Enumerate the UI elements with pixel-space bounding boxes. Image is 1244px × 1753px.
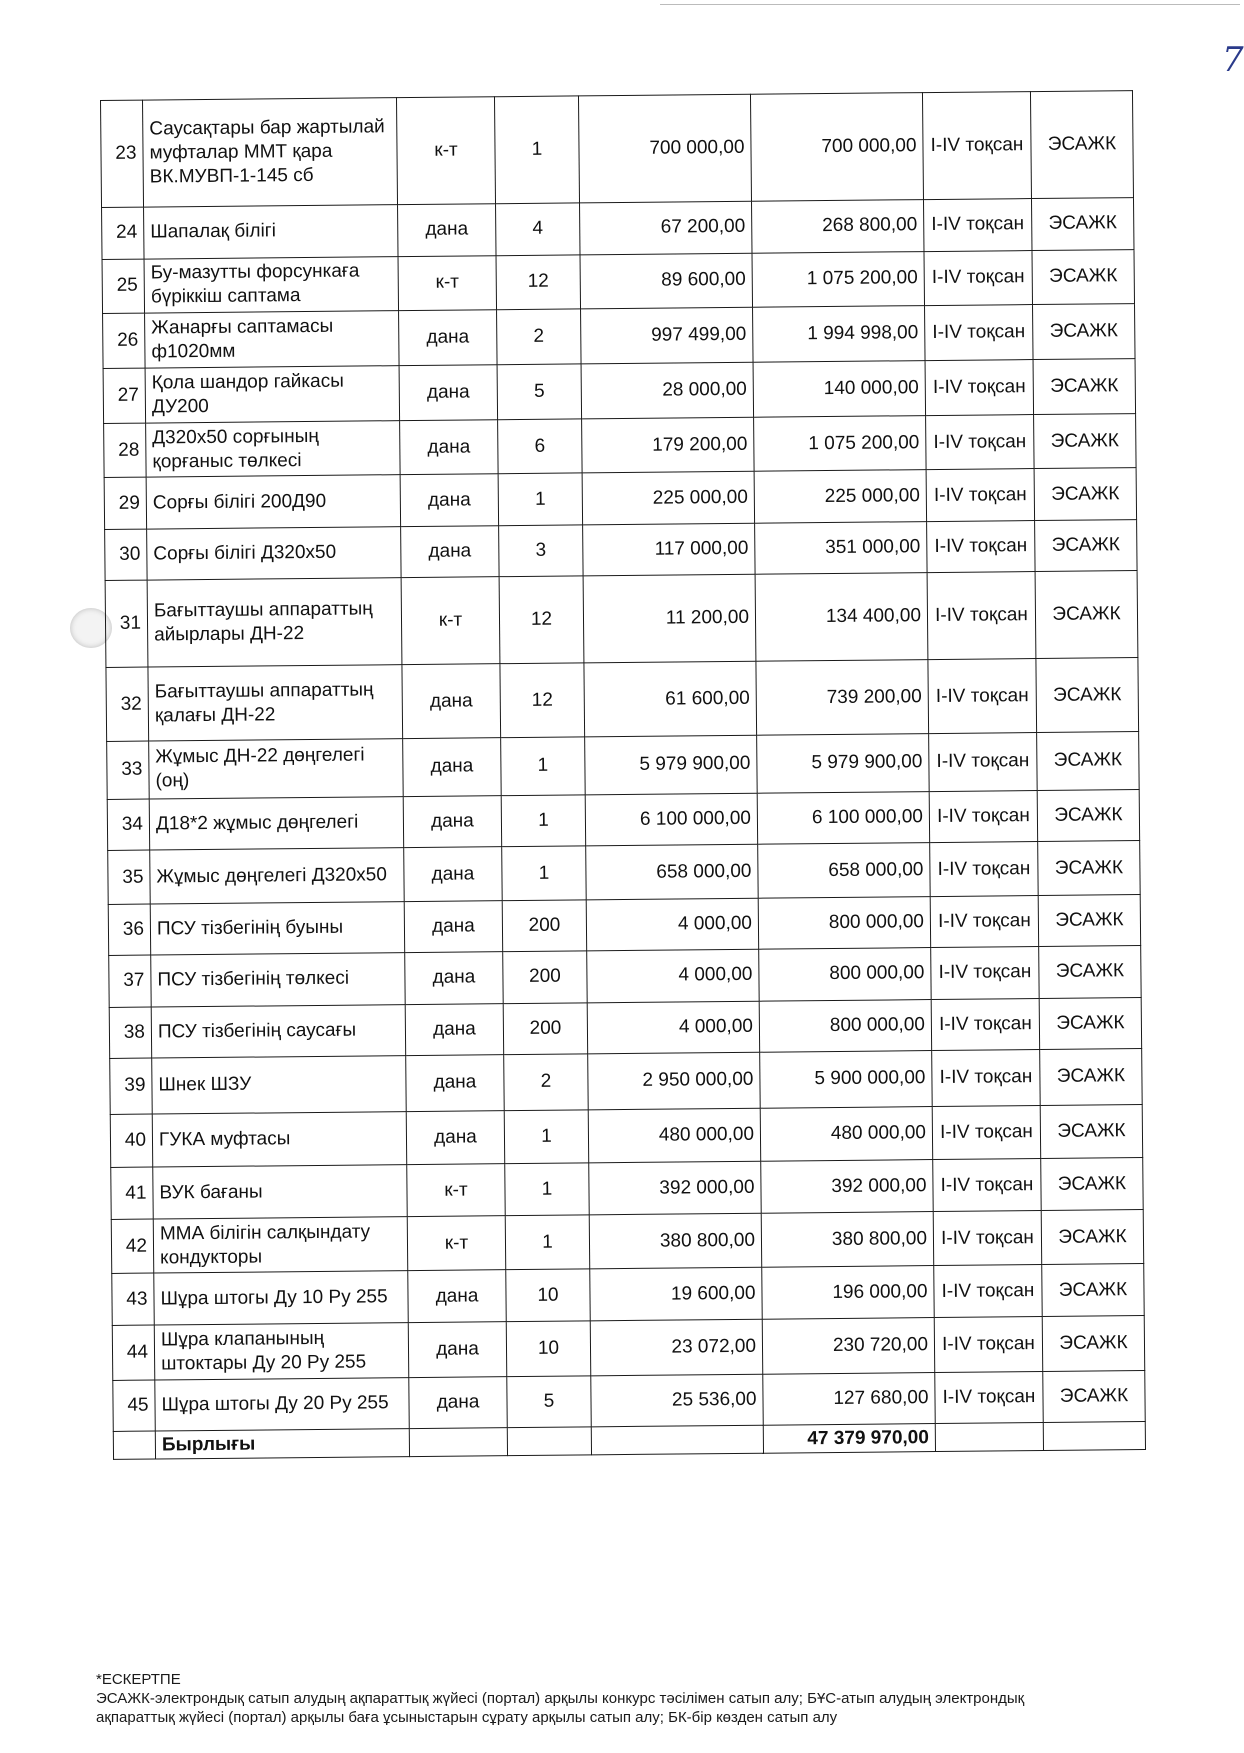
- table-row: [105, 571, 1138, 668]
- item-name-cell: Жанарғы саптамасы ф1020мм: [145, 311, 400, 368]
- procurement-method-cell: ЭСАЖК: [1033, 359, 1136, 415]
- row-number-cell: 43: [112, 1273, 154, 1325]
- procurement-method-cell: ЭСАЖК: [1037, 789, 1139, 841]
- unit-cell: дана: [403, 738, 502, 797]
- item-name-cell: ВУК бағаны: [153, 1165, 407, 1219]
- row-number-cell: 39: [110, 1058, 153, 1114]
- unit-cell: к-т: [407, 1164, 505, 1216]
- table-row: [107, 731, 1140, 799]
- delivery-period-cell: I-IV тоқсан: [935, 1371, 1043, 1424]
- unit-cell: дана: [403, 796, 501, 848]
- quantity-cell: 12: [500, 663, 585, 737]
- footnote-title: *ЕСКЕРТПЕ: [96, 1671, 181, 1688]
- unit-price-cell: 4 000,00: [586, 898, 758, 951]
- unit-price-cell: 25 536,00: [591, 1374, 763, 1427]
- item-name-cell: ПСУ тізбегінің саусағы: [151, 1004, 405, 1058]
- row-number-cell: 44: [112, 1325, 155, 1380]
- row-number-cell: 29: [104, 477, 146, 529]
- unit-price-cell: 700 000,00: [578, 94, 751, 203]
- total-amount-cell: 351 000,00: [755, 521, 927, 574]
- scan-edge-line: [660, 4, 1240, 5]
- row-number-cell: 36: [108, 904, 150, 956]
- unit-price-cell: 28 000,00: [581, 362, 754, 418]
- procurement-method-cell: ЭСАЖК: [1038, 841, 1141, 896]
- quantity-cell: 1: [498, 473, 582, 525]
- item-name-cell: Шұра клапанының штоктары Ду 20 Ру 255: [154, 1322, 409, 1379]
- footnote: [96, 1670, 1216, 1727]
- unit-cell: дана: [409, 1376, 507, 1428]
- total-amount-cell: 127 680,00: [763, 1372, 935, 1425]
- item-name-cell: Д320х50 сорғының қорғаныс төлкесі: [146, 420, 401, 477]
- table-row: [111, 1209, 1143, 1274]
- total-method-cell: [1043, 1422, 1145, 1451]
- total-price-cell: [591, 1425, 763, 1455]
- procurement-method-cell: ЭСАЖК: [1041, 1158, 1143, 1210]
- delivery-period-cell: I-IV тоқсан: [934, 1316, 1043, 1372]
- row-number-cell: 40: [110, 1114, 153, 1168]
- item-name-cell: ГУКА муфтасы: [152, 1111, 407, 1167]
- item-name-cell: Шапалақ білігі: [144, 205, 398, 259]
- unit-cell: к-т: [398, 255, 497, 311]
- total-amount-cell: 196 000,00: [762, 1266, 934, 1319]
- item-name-cell: Бағыттаушы аппараттың айырлары ДН-22: [147, 578, 402, 668]
- table-row: [106, 658, 1139, 742]
- quantity-cell: 1: [504, 1110, 589, 1164]
- item-name-cell: Жұмыс дөңгелегі Д320х50: [150, 848, 405, 904]
- procurement-table: [100, 90, 1146, 1460]
- procurement-method-cell: ЭСАЖК: [1036, 658, 1139, 733]
- delivery-period-cell: I-IV тоқсан: [929, 790, 1037, 842]
- row-number-cell: 34: [107, 799, 149, 851]
- item-name-cell: Д18*2 жұмыс дөңгелегі: [149, 797, 403, 851]
- unit-price-cell: 23 072,00: [590, 1319, 763, 1375]
- procurement-method-cell: ЭСАЖК: [1043, 1370, 1145, 1422]
- total-unit-cell: [409, 1428, 507, 1457]
- table-row: [104, 413, 1136, 478]
- delivery-period-cell: I-IV тоқсан: [932, 1105, 1041, 1160]
- total-amount-cell: 700 000,00: [750, 93, 923, 202]
- row-number-cell: 25: [102, 259, 145, 314]
- procurement-method-cell: ЭСАЖК: [1031, 198, 1133, 250]
- delivery-period-cell: I-IV тоқсан: [924, 250, 1033, 306]
- unit-price-cell: 225 000,00: [582, 472, 754, 525]
- delivery-period-cell: I-IV тоқсан: [922, 92, 1031, 200]
- row-number-cell: 30: [105, 529, 147, 581]
- unit-price-cell: 380 800,00: [589, 1213, 762, 1269]
- delivery-period-cell: I-IV тоқсан: [933, 1159, 1041, 1211]
- procurement-method-cell: ЭСАЖК: [1038, 894, 1140, 946]
- delivery-period-cell: I-IV тоқсан: [929, 732, 1038, 791]
- total-amount-cell: 6 100 000,00: [757, 791, 929, 844]
- unit-cell: дана: [408, 1270, 506, 1322]
- delivery-period-cell: I-IV тоқсан: [927, 572, 1036, 660]
- total-sum: 47 379 970,00: [763, 1424, 935, 1454]
- quantity-cell: 200: [503, 1002, 587, 1054]
- total-amount-cell: 140 000,00: [753, 361, 926, 417]
- unit-price-cell: 2 950 000,00: [588, 1052, 761, 1109]
- total-label: Бырлығы: [155, 1429, 409, 1459]
- row-number-cell: 31: [105, 580, 148, 667]
- unit-cell: дана: [399, 365, 498, 421]
- total-amount-cell: 1 075 200,00: [754, 415, 927, 471]
- row-number-cell: 45: [113, 1380, 155, 1432]
- item-name-cell: Жұмыс ДН-22 дөңгелегі (оң): [149, 738, 404, 798]
- quantity-cell: 5: [507, 1375, 591, 1427]
- total-amount-cell: 5 900 000,00: [760, 1051, 933, 1108]
- procurement-method-cell: ЭСАЖК: [1039, 997, 1141, 1049]
- total-qty-cell: [507, 1427, 591, 1456]
- unit-cell: дана: [405, 952, 503, 1004]
- table-row: [110, 1048, 1142, 1114]
- unit-price-cell: 5 979 900,00: [585, 735, 758, 795]
- unit-cell: дана: [406, 1055, 505, 1112]
- unit-price-cell: 4 000,00: [587, 1001, 759, 1054]
- quantity-cell: 1: [501, 795, 585, 847]
- total-amount-cell: 800 000,00: [758, 896, 930, 949]
- delivery-period-cell: I-IV тоқсан: [923, 199, 1031, 251]
- table-row: [103, 359, 1135, 424]
- unit-price-cell: 6 100 000,00: [585, 793, 757, 846]
- quantity-cell: 1: [502, 846, 587, 900]
- delivery-period-cell: I-IV тоқсан: [930, 842, 1039, 897]
- row-number-cell: 42: [111, 1219, 154, 1274]
- procurement-method-cell: ЭСАЖК: [1042, 1315, 1145, 1371]
- unit-price-cell: 179 200,00: [582, 417, 755, 473]
- procurement-method-cell: ЭСАЖК: [1042, 1264, 1144, 1316]
- total-amount-cell: 134 400,00: [755, 573, 928, 662]
- procurement-method-cell: ЭСАЖК: [1037, 731, 1140, 790]
- row-number-cell: 27: [103, 368, 146, 423]
- unit-price-cell: 4 000,00: [587, 949, 759, 1002]
- procurement-method-cell: ЭСАЖК: [1035, 519, 1137, 571]
- unit-cell: к-т: [407, 1215, 506, 1271]
- quantity-cell: 6: [498, 419, 583, 475]
- unit-price-cell: 11 200,00: [583, 574, 756, 663]
- unit-cell: дана: [399, 310, 498, 366]
- procurement-method-cell: ЭСАЖК: [1030, 91, 1133, 199]
- total-amount-cell: 800 000,00: [759, 999, 931, 1052]
- handwritten-page-number: 7: [1222, 40, 1244, 80]
- row-number-cell: 24: [102, 207, 144, 259]
- quantity-cell: 1: [494, 96, 579, 204]
- total-amount-cell: 380 800,00: [761, 1211, 934, 1267]
- quantity-cell: 12: [496, 254, 581, 310]
- quantity-cell: 200: [503, 951, 587, 1003]
- procurement-method-cell: ЭСАЖК: [1040, 1104, 1143, 1159]
- total-amount-cell: 1 075 200,00: [752, 251, 925, 307]
- row-number-cell: 23: [101, 100, 144, 208]
- total-amount-cell: 230 720,00: [762, 1317, 935, 1373]
- unit-price-cell: 89 600,00: [580, 253, 753, 309]
- total-amount-cell: 392 000,00: [761, 1160, 933, 1213]
- quantity-cell: 200: [502, 900, 586, 952]
- unit-price-cell: 392 000,00: [589, 1162, 761, 1215]
- table-row: [110, 1104, 1142, 1167]
- delivery-period-cell: I-IV тоқсан: [927, 520, 1035, 572]
- unit-price-cell: 997 499,00: [581, 307, 754, 363]
- footnote-line: ЭСАЖК-электрондық сатып алудың ақпараттық жүйесі (портал) арқылы конкурс тәсілімен сатып алу; БҰС-атып алудың электрондық: [96, 1690, 1025, 1707]
- delivery-period-cell: I-IV тоқсан: [934, 1265, 1042, 1317]
- delivery-period-cell: I-IV тоқсан: [931, 998, 1039, 1050]
- quantity-cell: 1: [501, 737, 586, 796]
- total-period-cell: [935, 1423, 1043, 1452]
- delivery-period-cell: I-IV тоқсан: [933, 1210, 1042, 1266]
- procurement-method-cell: ЭСАЖК: [1035, 571, 1138, 659]
- item-name-cell: Шнек ШЗУ: [152, 1056, 407, 1114]
- delivery-period-cell: I-IV тоқсан: [931, 947, 1039, 999]
- total-amount-cell: 268 800,00: [752, 200, 924, 253]
- total-amount-cell: 5 979 900,00: [757, 733, 930, 793]
- delivery-period-cell: I-IV тоқсан: [926, 469, 1034, 521]
- total-amount-cell: 225 000,00: [754, 470, 926, 523]
- item-name-cell: Бу-мазутты форсункаға бүріккіш саптама: [144, 256, 399, 313]
- procurement-method-cell: ЭСАЖК: [1032, 249, 1135, 305]
- procurement-method-cell: ЭСАЖК: [1034, 468, 1136, 520]
- table-row: [112, 1315, 1144, 1380]
- procurement-method-cell: ЭСАЖК: [1033, 304, 1136, 360]
- table-row: [103, 304, 1135, 369]
- procurement-method-cell: ЭСАЖК: [1040, 1048, 1143, 1105]
- unit-cell: дана: [401, 525, 499, 577]
- delivery-period-cell: I-IV тоқсан: [930, 895, 1038, 947]
- unit-cell: дана: [402, 664, 501, 739]
- delivery-period-cell: I-IV тоқсан: [932, 1049, 1041, 1106]
- quantity-cell: 12: [499, 576, 584, 664]
- table-row: [101, 91, 1134, 208]
- unit-cell: дана: [405, 1003, 503, 1055]
- unit-cell: дана: [400, 419, 499, 475]
- row-number-cell: 37: [109, 955, 151, 1007]
- footnote-line: ақпараттық жүйесі (портал) арқылы баға ұсыныстарын сұрату арқылы сатып алу; БК-бір көзден сатып алу: [96, 1709, 838, 1726]
- procurement-method-cell: ЭСАЖК: [1039, 946, 1141, 998]
- row-number-cell: 32: [106, 667, 149, 741]
- unit-price-cell: 61 600,00: [584, 661, 757, 736]
- table-row: [102, 249, 1134, 314]
- unit-cell: к-т: [401, 577, 500, 665]
- quantity-cell: 5: [497, 364, 582, 420]
- row-number-cell: 38: [109, 1007, 151, 1059]
- unit-cell: дана: [406, 1110, 505, 1165]
- item-name-cell: ММА білігін салқындату кондукторы: [153, 1216, 408, 1273]
- row-number-cell: 26: [103, 313, 146, 368]
- unit-price-cell: 117 000,00: [583, 523, 755, 576]
- quantity-cell: 3: [499, 525, 583, 577]
- item-name-cell: Саусақтары бар жартылай муфталар ММТ қара ВК.МУВП-1-145 сб: [143, 98, 398, 208]
- delivery-period-cell: I-IV тоқсан: [925, 360, 1034, 416]
- table-row: [108, 841, 1140, 904]
- delivery-period-cell: I-IV тоқсан: [928, 659, 1037, 734]
- item-name-cell: ПСУ тізбегінің төлкесі: [151, 953, 405, 1007]
- unit-cell: к-т: [396, 97, 495, 205]
- procurement-method-cell: ЭСАЖК: [1041, 1209, 1144, 1265]
- delivery-period-cell: I-IV тоқсан: [925, 305, 1034, 361]
- unit-price-cell: 480 000,00: [588, 1108, 761, 1163]
- row-number-cell: 35: [108, 850, 151, 904]
- unit-cell: дана: [398, 204, 496, 256]
- item-name-cell: Бағыттаушы аппараттың қалағы ДН-22: [148, 665, 403, 741]
- unit-price-cell: 19 600,00: [590, 1268, 762, 1321]
- quantity-cell: 10: [506, 1269, 590, 1321]
- item-name-cell: ПСУ тізбегінің буыны: [150, 901, 404, 955]
- quantity-cell: 2: [497, 309, 582, 365]
- row-number-cell: 28: [104, 423, 147, 478]
- quantity-cell: 1: [505, 1163, 589, 1215]
- total-amount-cell: 658 000,00: [758, 843, 931, 898]
- row-number-cell: 41: [111, 1167, 153, 1219]
- total-amount-cell: 800 000,00: [759, 948, 931, 1001]
- item-name-cell: Шұра штогы Ду 20 Ру 255: [155, 1377, 409, 1431]
- unit-price-cell: 658 000,00: [586, 845, 759, 900]
- unit-price-cell: 67 200,00: [580, 201, 752, 254]
- quantity-cell: 1: [505, 1215, 590, 1271]
- unit-cell: дана: [400, 474, 498, 526]
- item-name-cell: Сорғы білігі Д320х50: [147, 526, 401, 580]
- unit-cell: дана: [404, 847, 503, 902]
- delivery-period-cell: I-IV тоқсан: [926, 414, 1035, 470]
- unit-cell: дана: [408, 1321, 507, 1377]
- quantity-cell: 4: [496, 203, 580, 255]
- quantity-cell: 2: [504, 1054, 589, 1111]
- item-name-cell: Сорғы білігі 200Д90: [146, 475, 400, 529]
- item-name-cell: Шұра штогы Ду 10 Ру 255: [154, 1271, 408, 1325]
- total-amount-cell: 1 994 998,00: [753, 306, 926, 362]
- row-number-cell: 33: [107, 741, 150, 799]
- quantity-cell: 10: [506, 1321, 591, 1377]
- total-amount-cell: 480 000,00: [760, 1106, 933, 1161]
- procurement-method-cell: ЭСАЖК: [1034, 413, 1137, 469]
- total-no-cell: [113, 1431, 155, 1459]
- total-amount-cell: 739 200,00: [756, 660, 929, 735]
- item-name-cell: Қола шандор гайкасы ДУ200: [145, 366, 400, 423]
- unit-cell: дана: [404, 901, 502, 953]
- table-body: [101, 91, 1146, 1432]
